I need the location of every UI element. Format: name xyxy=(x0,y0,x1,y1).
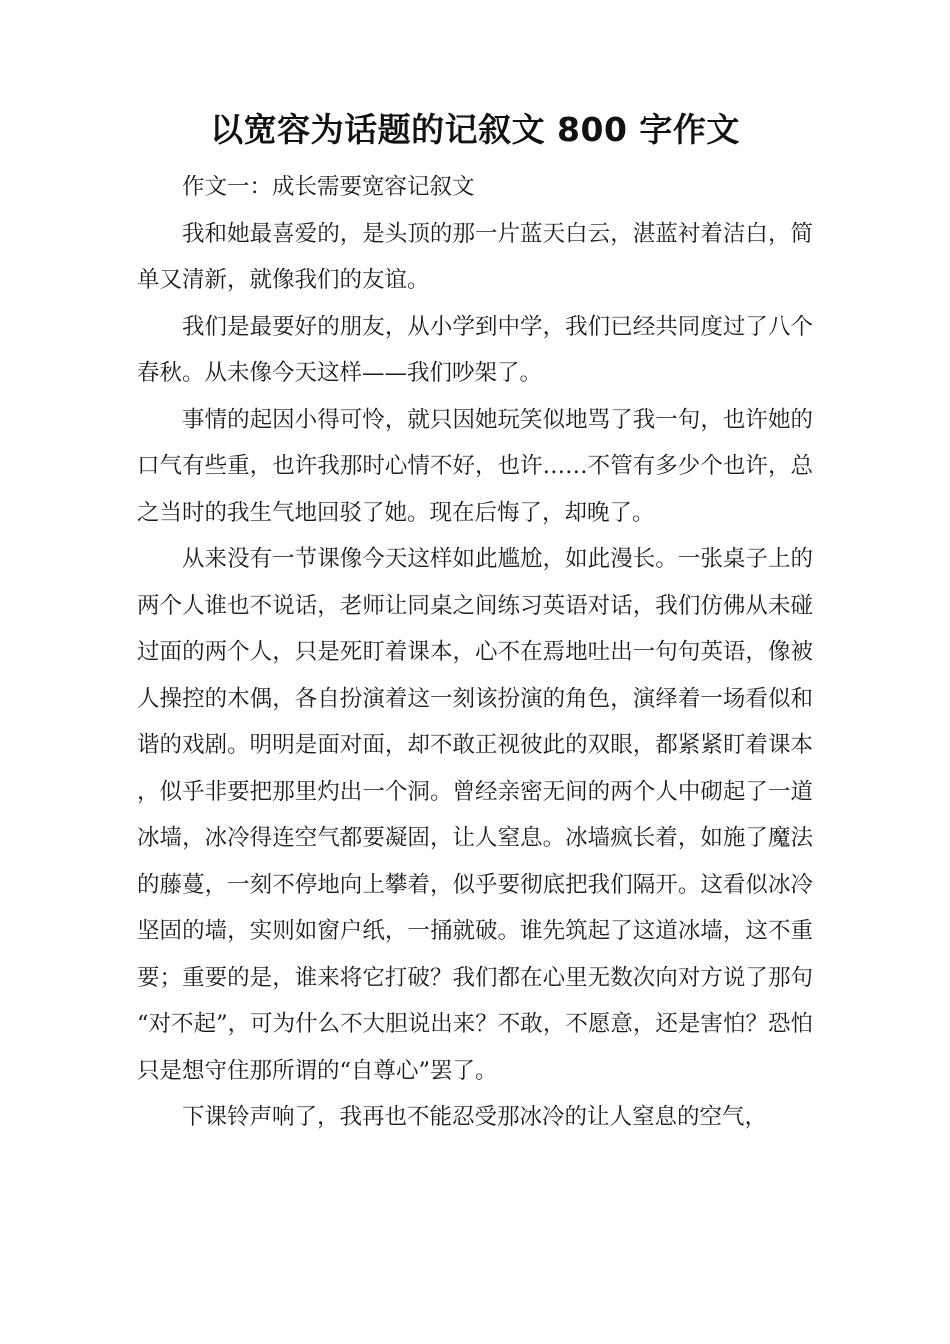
document-body xyxy=(137,164,813,1141)
paragraph: 事情的起因小得可怜，就只因她玩笑似地骂了我一句，也许她的口气有些重，也许我那时心情不好，也许……不管有多少个也许，总之当时的我生气地回驳了她。现在后悔了，却晚了。 xyxy=(137,406,813,526)
paragraph: 我和她最喜爱的，是头顶的那一片蓝天白云，湛蓝衬着洁白，简单又清新，就像我们的友谊。 xyxy=(137,220,813,293)
paragraph-subtitle: 作文一：成长需要宽容记叙文 xyxy=(182,174,475,200)
document-title: 以宽容为话题的记叙文 800 字作文 xyxy=(210,110,740,150)
paragraph: 我们是最要好的朋友，从小学到中学，我们已经共同度过了八个春秋。从未像今天这样——我们吵架了。 xyxy=(137,313,813,386)
paragraph: 从来没有一节课像今天这样如此尴尬，如此漫长。一张桌子上的两个人谁也不说话，老师让同桌之间练习英语对话，我们仿佛从未碰过面的两个人，只是死盯着课本，心不在焉地吐出一句句英语，像被人操控的木偶，各自扮演着这一刻该扮演的角色，演绎着一场看似和谐的戏剧。明明是面对面，却不敢正视彼此的双眼，都紧紧盯着课本，似乎非要把那里灼出一个洞。曾经亲密无间的两个人中砌起了一道冰墙，冰冷得连空气都要凝固，让人窒息。冰墙疯长着，如施了魔法的藤蔓，一刻不停地向上攀着，似乎要彻底把我们隔开。这看似冰冷坚固的墙，实则如窗户纸，一捅就破。谁先筑起了这道冰墙，这不重要；重要的是，谁来将它打破？我们都在心里无数次向对方说了那句“对不起”，可为什么不大胆说出来？不敢，不愿意，还是害怕？恐怕只是想守住那所谓的“自尊心”罢了。 xyxy=(137,546,813,1084)
paragraph: 下课铃声响了，我再也不能忍受那冰冷的让人窒息的空气， xyxy=(182,1104,768,1130)
